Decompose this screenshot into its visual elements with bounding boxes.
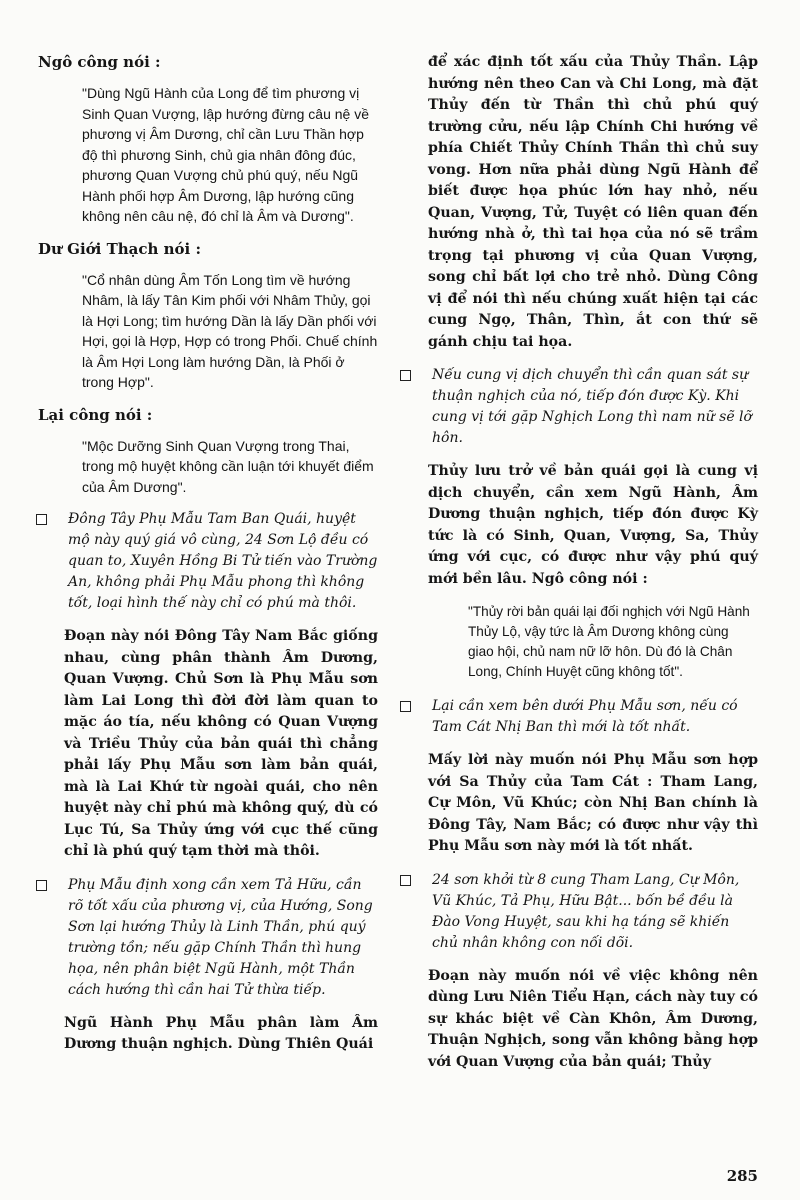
verse-item	[398, 365, 758, 449]
commentary-paragraph: Ngũ Hành Phụ Mẫu phân làm Âm Dương thuận nghịch. Dùng Thiên Quái	[64, 1014, 378, 1052]
checkbox-icon	[400, 875, 411, 886]
quote-ngo-cong: "Dùng Ngũ Hành của Long để tìm phương vị Sinh Quan Vượng, lập hướng đừng câu nệ về phương vị Âm Dương, chỉ cần Lưu Thần hợp độ thì phương Sinh, chủ gia nhân đông đúc, phương Quan Vượng chủ phú quý, nếu Ngũ Hành phối hợp Âm Dương, lập hướng cũng không nên câu nệ, đó chỉ là Âm và Dương".	[82, 85, 369, 224]
speaker-lai-cong: Lại công nói :	[38, 405, 153, 424]
quote-lai-cong: "Mộc Dưỡng Sinh Quan Vượng trong Thai, trong mộ huyệt không cần luận tới khuyết điểm của Âm Dương".	[82, 437, 374, 495]
verse-item	[34, 875, 378, 1001]
verse-text: Lại cần xem bên dưới Phụ Mẫu sơn, nếu có Tam Cát Nhị Ban thì mới là tốt nhất.	[432, 698, 738, 735]
commentary-paragraph: Đoạn này muốn nói về việc không nên dùng Lưu Niên Tiểu Hạn, cách này tuy có sự khác biệt về Càn Khôn, Âm Dương, Thuận Nghịch, song vẫn không bằng hợp với Quan Vượng của bản quái; Thủy	[428, 967, 758, 1070]
page-number: 285	[726, 1167, 758, 1185]
verse-item	[398, 696, 758, 738]
verse-item	[398, 870, 758, 954]
speaker-du-gioi-thach: Dư Giới Thạch nói :	[38, 239, 201, 258]
commentary-paragraph: Đoạn này nói Đông Tây Nam Bắc giống nhau, cùng phân thành Âm Dương, Quan Vượng. Chủ Sơn là Phụ Mẫu sơn làm Lai Long thì đời đời làm quan to mặc áo tía, nếu không có Quan Vượng và Triều Thủy của bản quái thì chẳng phải lấy Phụ Mẫu sơn làm bản quái, mà là Lai Khứ từ ngoài quái, cho nên huyệt này chỉ phú mà không quý, dù có Lục Tú, Sa Thủy ứng với cục thế cũng chỉ là phú quý tạm thời mà thôi.	[64, 628, 378, 859]
checkbox-icon	[400, 370, 411, 381]
checkbox-icon	[400, 701, 411, 712]
right-column	[398, 52, 758, 1085]
quote-ngo-cong-2: "Thủy rời bản quái lại đối nghịch với Ngũ Hành Thủy Lộ, vậy tức là Âm Dương không cùng giao hội, chủ nam nữ lỡ hôn. Dù đó là Chân Long, Chính Huyệt cũng không tốt".	[468, 604, 750, 679]
commentary-paragraph: để xác định tốt xấu của Thủy Thần. Lập hướng nên theo Can và Chi Long, mà đặt Thủy đến từ Thần thì chủ phú quý trường cửu, nếu lập Chính Chi hướng về phía Chiết Thủy Chính Thần thì chủ suy vong. Hơn nữa phải dùng Ngũ Hành để biết được họa phúc lớn hay nhỏ, nếu Quan, Vượng, Tử, Tuyệt có liên quan đến hướng nhà ở, thì tai họa của nó sẽ trầm trọng tại phương vị của Quan Vượng, song chỉ bất lợi cho trẻ nhỏ. Dùng Công vị để nói thì nếu chúng xuất hiện tại các cung Ngọ, Thân, Thìn, ắt con thứ sẽ gánh chịu tai họa.	[428, 54, 758, 350]
checkbox-icon	[36, 880, 47, 891]
commentary-paragraph: Mấy lời này muốn nói Phụ Mẫu sơn hợp với Sa Thủy của Tam Cát : Tham Lang, Cự Môn, Vũ Khúc; còn Nhị Ban chính là Đông Tây, Nam Bắc; có được như vậy thì Phụ Mẫu sơn này mới là tốt nhất.	[428, 752, 758, 854]
speaker-ngo-cong: Ngô công nói :	[38, 53, 161, 71]
left-column	[34, 52, 378, 1068]
verse-text: 24 sơn khởi từ 8 cung Tham Lang, Cự Môn, Vũ Khúc, Tả Phụ, Hữu Bật... bốn bề đều là Đào Vong Huyệt, sau khi hạ táng sẽ khiến chủ nhân không con nối dõi.	[432, 871, 740, 951]
verse-item	[34, 509, 378, 614]
verse-text: Nếu cung vị dịch chuyển thì cần quan sát sự thuận nghịch của nó, tiếp đón được Kỳ. Khi cung vị tới gặp Nghịch Long thì nam nữ sẽ lỡ hôn.	[432, 367, 752, 446]
verse-text: Phụ Mẫu định xong cần xem Tả Hữu, cần rõ tốt xấu của phương vị, của Hướng, Song Sơn lại hướng Thủy là Linh Thần, phú quý trường tồn; nếu gặp Chính Thần thì hung họa, nên phân biệt Ngũ Hành, một Thần cách hướng thì cần hai Tử thừa tiếp.	[68, 876, 373, 998]
verse-text: Đông Tây Phụ Mẫu Tam Ban Quái, huyệt mộ này quý giá vô cùng, 24 Sơn Lộ đều có quan to, Xuyên Hồng Bi Tử tiến vào Trường An, không phải Phụ Mẫu phong thì không tốt, loại hình thế này chỉ có phú mà thôi.	[68, 511, 378, 611]
quote-du-gioi-thach: "Cổ nhân dùng Âm Tốn Long tìm về hướng Nhâm, là lấy Tân Kim phối với Nhâm Thủy, gọi là Hợi Long; tìm hướng Dần là lấy Dần phối với Hợi, gọi là Hợp, Hợp có trong Phối. Chuế chính là Âm Hợi Long làm hướng Dần, là Phối ở trong Hợp".	[82, 271, 378, 390]
checkbox-icon	[36, 514, 47, 525]
commentary-paragraph: Thủy lưu trở về bản quái gọi là cung vị dịch chuyển, cần xem Ngũ Hành, Âm Dương thuận nghịch, tiếp đón được Kỳ tức là có Sinh, Quan, Vượng, Sa, Thủy ứng với cục, có được như vậy phú quý mới bền lâu. Ngô công nói :	[428, 463, 758, 587]
